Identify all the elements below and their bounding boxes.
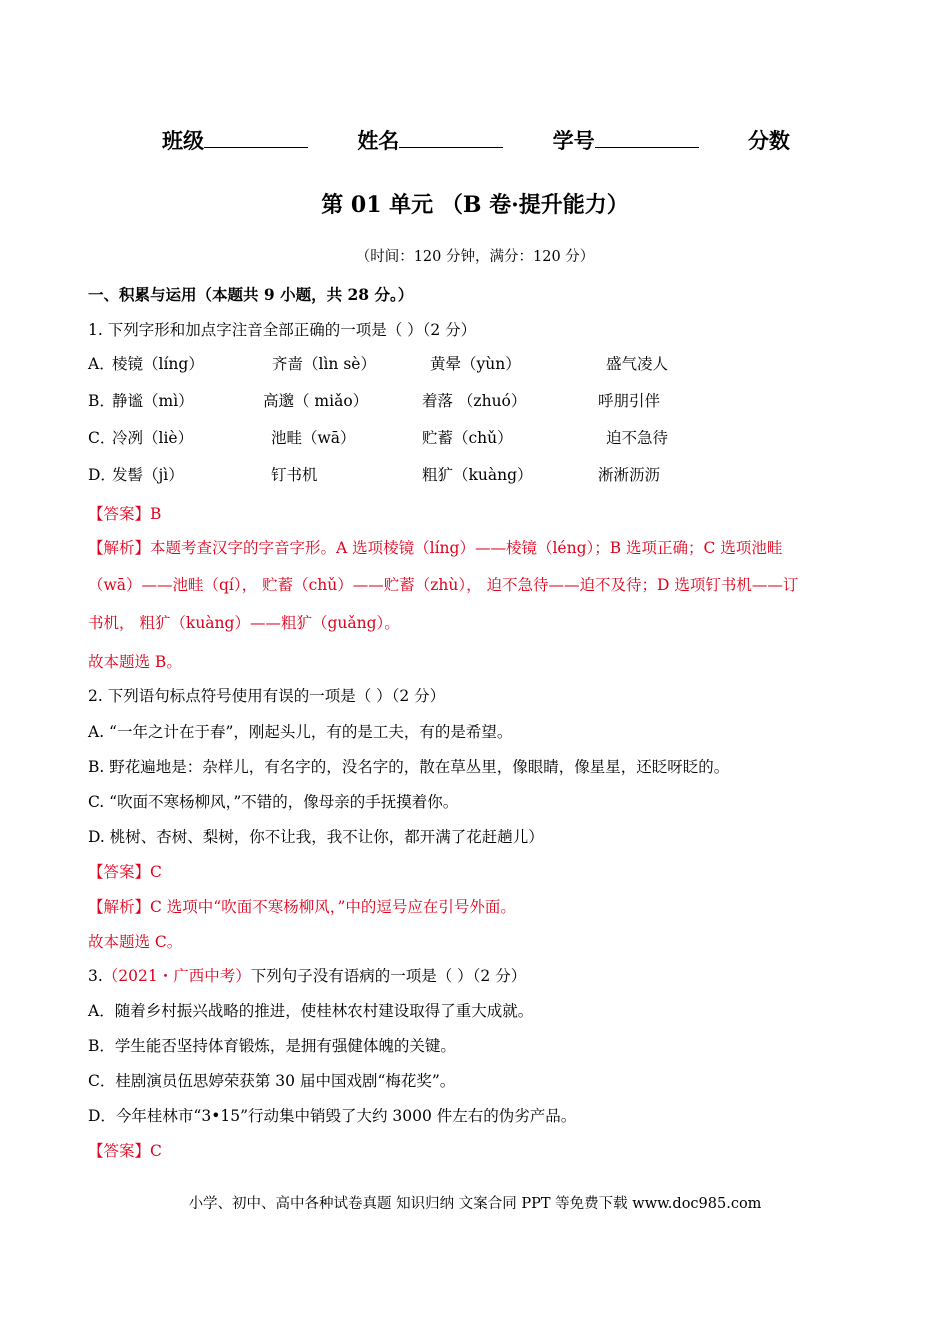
q3-source: （2021・广西中考） bbox=[102, 967, 251, 985]
name-label: 姓名 bbox=[357, 128, 400, 153]
q1-conclusion: 故本题选 B。 bbox=[88, 653, 182, 671]
q1-option-c-item4: 迫不急待 bbox=[606, 429, 669, 447]
q3-option-c: C．桂剧演员伍思婷荣获第 30 届中国戏剧“梅花奖”。 bbox=[88, 1072, 456, 1090]
q1-option-c-item3: 贮蓄（chǔ） bbox=[422, 429, 513, 447]
page-title: 第 01 单元 （B 卷·提升能力） bbox=[321, 192, 629, 218]
student-info-row bbox=[162, 125, 790, 155]
q1-option-a-item3: 黄晕（yùn） bbox=[430, 355, 521, 373]
q1-stem: 1. 下列字形和加点字注音全部正确的一项是（ ）（2 分） bbox=[88, 321, 477, 339]
analysis-label: 【解析】 bbox=[88, 898, 151, 916]
q2-stem: 2. 下列语句标点符号使用有误的一项是（ ）（2 分） bbox=[88, 687, 446, 705]
q1-option-d-item4: 淅淅沥沥 bbox=[598, 466, 661, 484]
q1-analysis-line3: 书机， 粗犷（kuàng）——粗犷（guǎng）。 bbox=[88, 614, 400, 632]
q1-analysis-line1: 【解析】本题考查汉字的字音字形。A 选项棱镜（líng）——棱镜（léng）；B 选项正确；C 选项池畦 bbox=[88, 539, 783, 557]
name-blank[interactable] bbox=[399, 127, 503, 148]
q1-option-d-item2: 钉书机 bbox=[271, 466, 318, 484]
class-label: 班级 bbox=[162, 128, 204, 153]
q1-option-c-item1: 冷冽（liè） bbox=[112, 429, 194, 447]
q3-option-a: A．随着乡村振兴战略的推进，使桂林农村建设取得了重大成就。 bbox=[88, 1002, 534, 1020]
q1-option-b-item4: 呼朋引伴 bbox=[598, 392, 661, 410]
q1-option-a-item1: 棱镜（líng） bbox=[112, 355, 204, 373]
q1-option-c-item2: 池畦（wā） bbox=[271, 429, 356, 447]
q3-stem: 3.（2021・广西中考）下列句子没有语病的一项是（ ）（2 分） bbox=[88, 967, 527, 985]
analysis-label: 【解析】 bbox=[88, 539, 151, 557]
q2-analysis: 【解析】C 选项中“吹面不寒杨柳风，”中的逗号应在引号外面。 bbox=[88, 898, 516, 916]
q1-option-a-item2: 齐啬（lìn sè） bbox=[272, 355, 376, 373]
section-heading: 一、积累与运用（本题共 9 小题，共 28 分。） bbox=[88, 285, 414, 304]
class-blank[interactable] bbox=[204, 127, 308, 148]
score-label: 分数 bbox=[747, 128, 790, 153]
q1-option-b-item3: 着落 （zhuó） bbox=[422, 392, 527, 410]
q1-option-b: B． 静谧（mì） 高邈（ miǎo） 着落 （zhuó） 呼朋引伴 bbox=[88, 389, 888, 413]
q2-answer: 【答案】C bbox=[88, 863, 162, 881]
q2-option-c: C. “吹面不寒杨柳风，”不错的，像母亲的手抚摸着你。 bbox=[88, 793, 459, 811]
student-id-label: 学号 bbox=[552, 128, 595, 153]
q1-option-d-item1: 发髻（jì） bbox=[112, 466, 184, 484]
q1-option-a-item4: 盛气凌人 bbox=[606, 355, 669, 373]
q3-option-b: B．学生能否坚持体育锻炼，是拥有强健体魄的关键。 bbox=[88, 1037, 456, 1055]
q1-option-d-item3: 粗犷（kuàng） bbox=[422, 466, 533, 484]
q1-option-a: A． 棱镜（líng） 齐啬（lìn sè） 黄晕（yùn） 盛气凌人 bbox=[88, 352, 888, 376]
q1-option-d: D． 发髻（jì） 钉书机 粗犷（kuàng） 淅淅沥沥 bbox=[88, 463, 888, 487]
exam-time-info: （时间：120 分钟，满分：120 分） bbox=[355, 249, 595, 265]
q2-option-a: A. “一年之计在于春”，刚起头儿，有的是工夫，有的是希望。 bbox=[88, 723, 513, 741]
q3-option-d: D．今年桂林市“3•15”行动集中销毁了大约 3000 件左右的伪劣产品。 bbox=[88, 1107, 577, 1125]
q2-option-b: B. 野花遍地是：杂样儿，有名字的，没名字的，散在草丛里，像眼睛，像星星，还眨呀眨的。 bbox=[88, 758, 730, 776]
q2-conclusion: 故本题选 C。 bbox=[88, 933, 183, 951]
q1-answer: 【答案】B bbox=[88, 505, 162, 523]
q1-analysis-line2: （wā）——池畦（qí）， 贮蓄（chǔ）——贮蓄（zhù）， 迫不急待——迫不及待；D 选项钉书机——订 bbox=[88, 576, 799, 594]
student-id-blank[interactable] bbox=[595, 127, 699, 148]
page-footer: 小学、初中、高中各种试卷真题 知识归纳 文案合同 PPT 等免费下载 www.doc985.com bbox=[188, 1196, 762, 1212]
q1-option-c: C． 冷冽（liè） 池畦（wā） 贮蓄（chǔ） 迫不急待 bbox=[88, 426, 888, 450]
q2-option-d: D. 桃树、杏树、梨树，你不让我，我不让你，都开满了花赶趟儿） bbox=[88, 828, 544, 846]
q1-option-b-item2: 高邈（ miǎo） bbox=[263, 392, 369, 410]
q3-answer: 【答案】C bbox=[88, 1142, 162, 1160]
q1-option-b-item1: 静谧（mì） bbox=[112, 392, 194, 410]
